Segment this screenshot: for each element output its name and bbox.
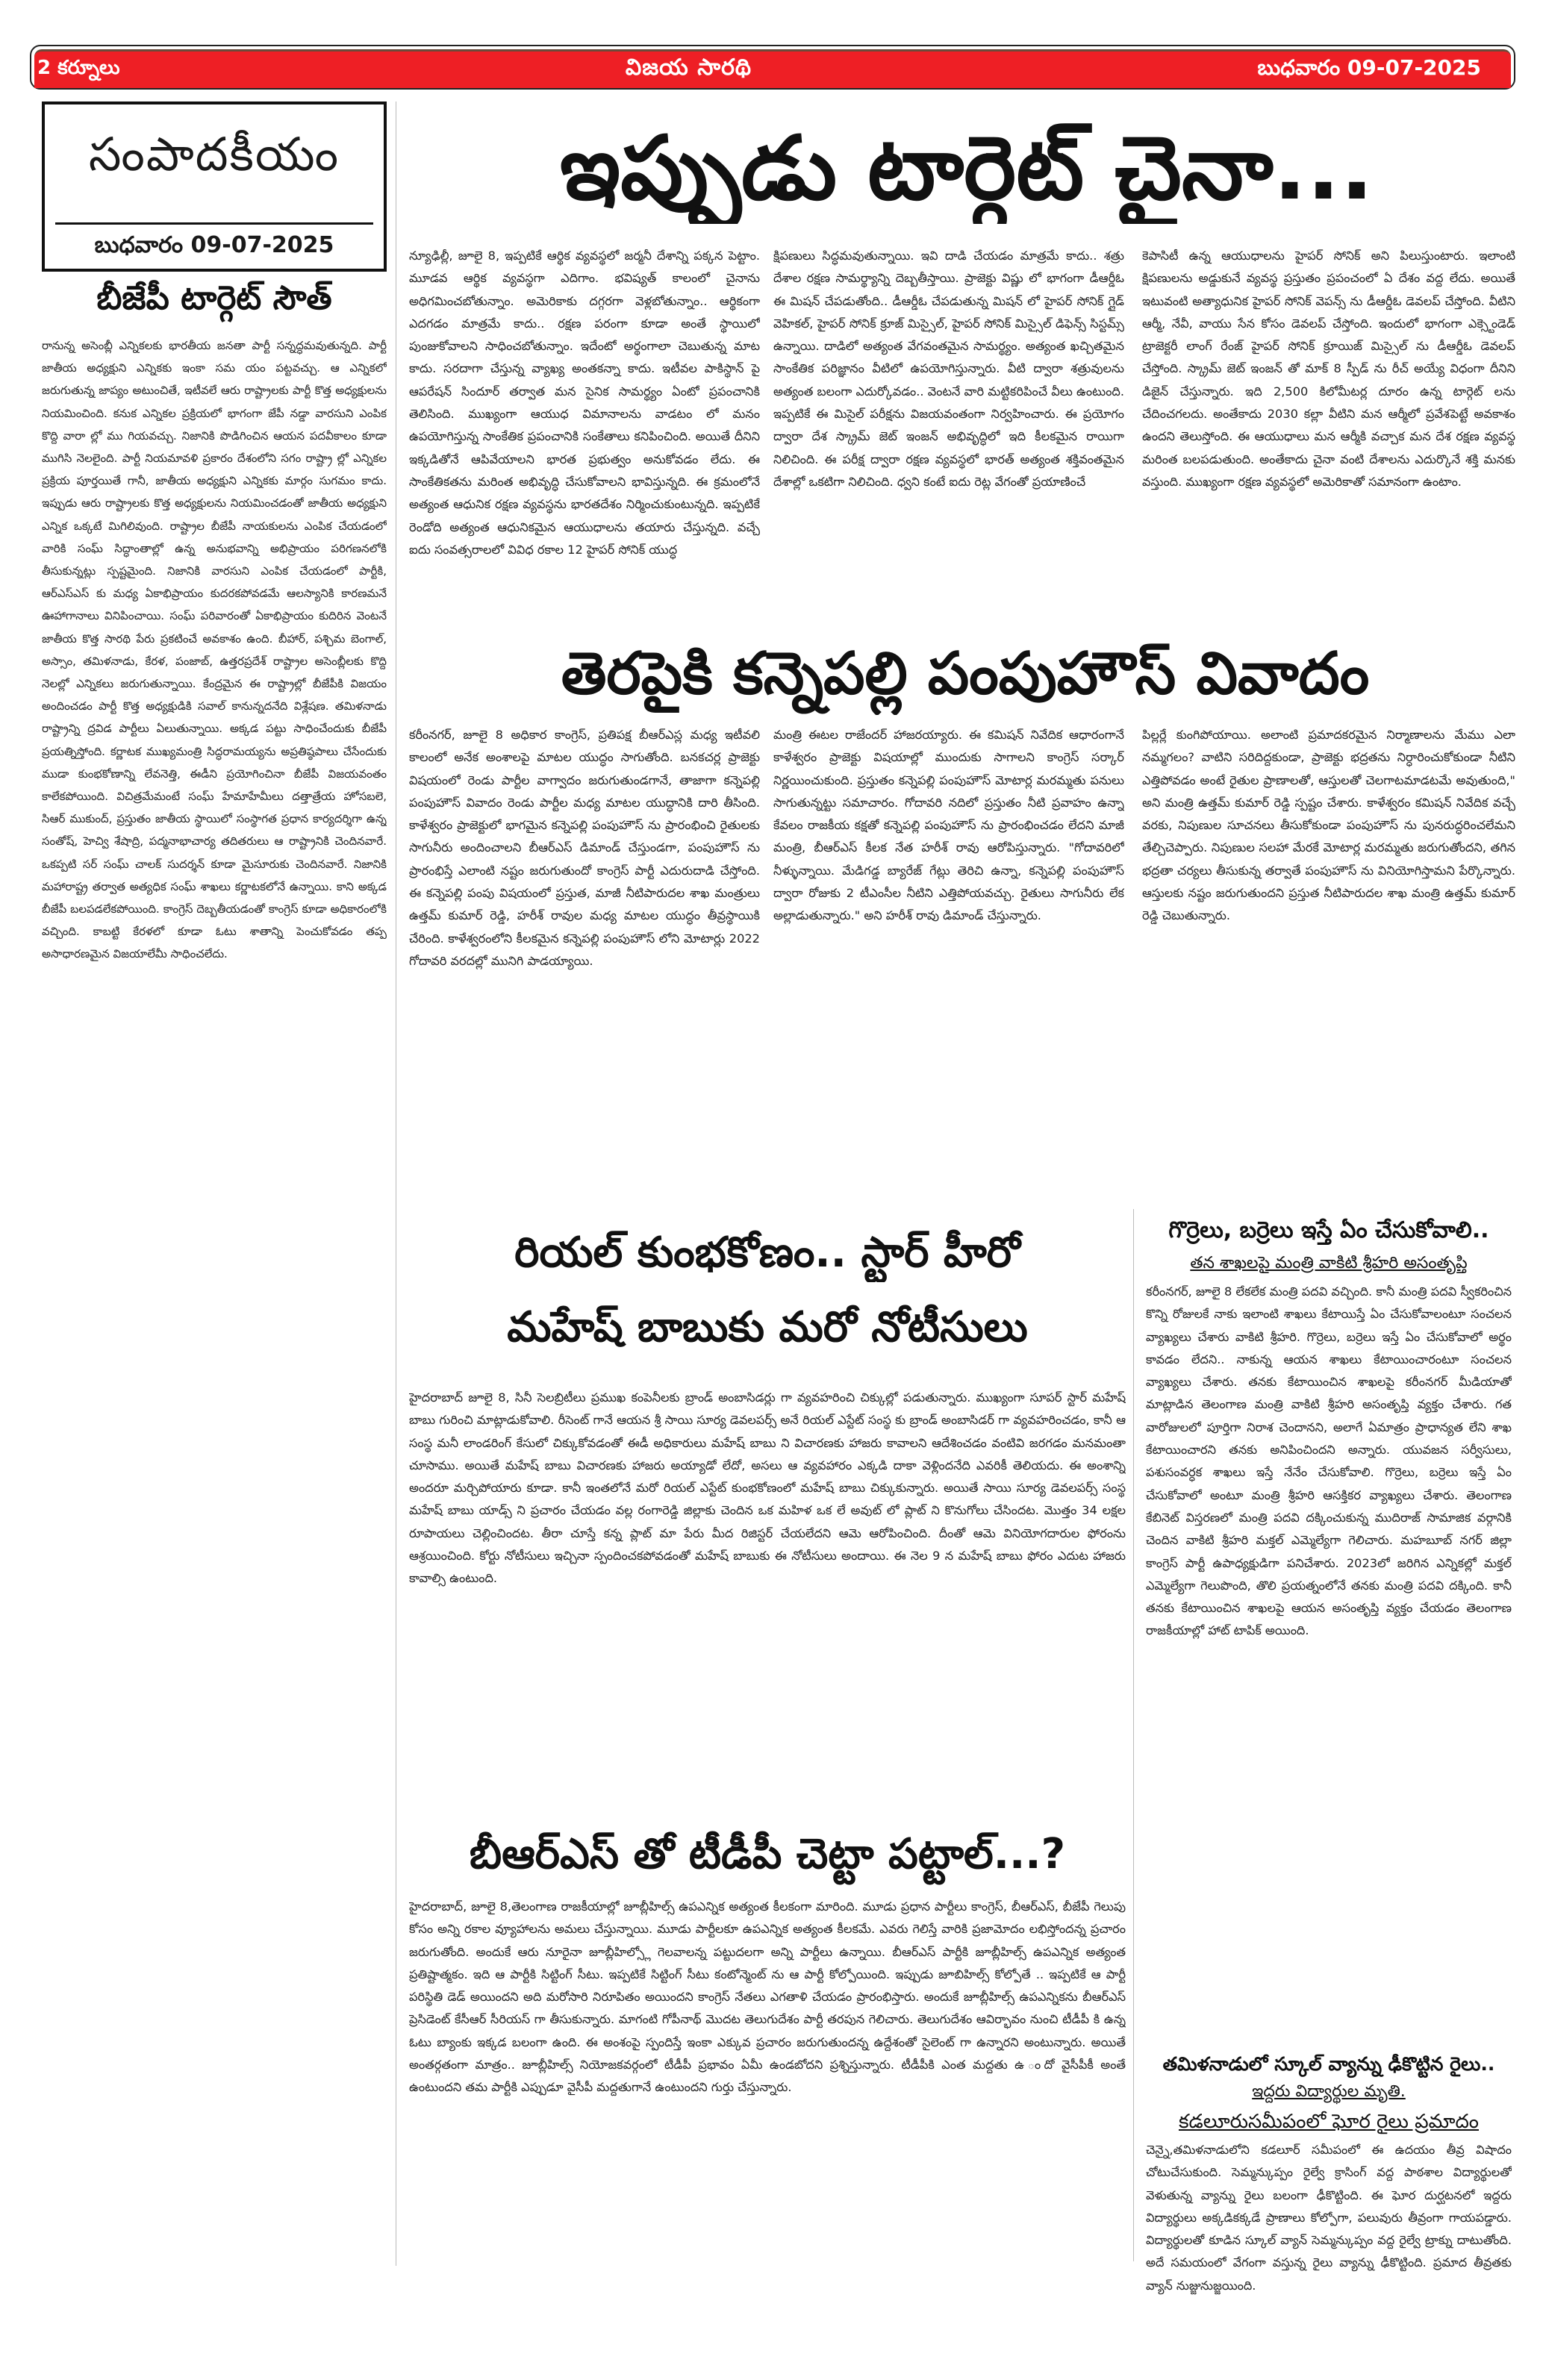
story-train-subhead-1: ఇద్దరు విద్యార్థుల మృతి. [1252,2082,1406,2101]
story-brs-tdp-headline: బీఆర్ఎస్ తో టీడీపీ చెట్టా పట్టాల్...? [469,1830,1066,1878]
editorial-divider [55,222,373,225]
masthead-date: బుధవారం 09-07-2025 [1257,54,1481,80]
story-sheep-subheadline: తన శాఖలపై మంత్రి వాకిటి శ్రీహరి అసంతృప్తి [1190,1254,1468,1272]
story-china-headline: ఇప్పుడు టార్గెట్ చైనా... [559,116,1374,219]
story-train-headline: తమిళనాడులో స్కూల్ వ్యాన్ను ఢీకొట్టిన రైలు.. [1162,2053,1495,2075]
masthead-frame [30,45,1515,90]
editorial-headline: బీజేపీ టార్గెట్ సౌత్ [96,279,332,317]
masthead-bar [34,49,1511,88]
editorial-body: రానున్న అసెంబ్లీ ఎన్నికలకు భారతీయ జనతా పార్టీ సన్నద్ధమవుతున్నది. పార్టీ జాతీయ అధ్యక్షుని ఎన్నికకు ఇంకా సమ యం పట్టవచ్చు. ఆ ఎన్నికలో జరుగుతున్న జాప్యం అటుంచితే, ఇటీవలే ఆరు రాష్ట్రాలకు పార్టీ కొత్త అధ్యక్షులను నియమించింది. కనుక ఎన్నికల ప్రక్రియలో భాగంగా జేపీ నడ్డా వారసుని ఎంపిక కొద్ది వారా ల్లో ము గియవచ్చు. నిజానికి పొడిగించిన ఆయన పదవీకాలం కూడా ముగిసి నెలలైంది. పార్టీ నియమావళి ప్రకారం దేశంలోని సగం రాష్ట్రా ల్లో ఎన్నికల ప్రక్రియ పూర్తయితే గానీ, జాతీయ అధ్యక్షుని ఎన్నికకు మార్గం సుగమం కాదు. ఇప్పుడు ఆరు రాష్ట్రాలకు కొత్త అధ్యక్షులను నియమించడంతో జాతీయ అధ్యక్షుని ఎన్నిక ఒక్కటే మిగిలివుంది. రాష్ట్రాల బీజేపీ నాయకులను ఎంపిక చేయడంలో వారికి సంఘ్ సిద్ధాంతాల్లో ఉన్న అనుభవాన్ని అభిప్రాయం పరిగణనలోకి తీసుకున్నట్లు స్పష్టమైంది. నిజానికి వారసుని ఎంపిక చేయడంలో పార్టీకి, ఆర్ఎస్ఎస్ కు మధ్య ఏకాభిప్రాయం కుదరకపోవడమే ఆలస్యానికి కారణమనే ఊహాగానాలు వినిపించాయి. సంఘ్ పరివారంతో ఏకాభిప్రాయం కుదిరిన వెంటనే జాతీయ కొత్త సారథి పేరు ప్రకటించే అవకాశం ఉంది. బీహార్, పశ్చిమ బెంగాల్, అస్సాం, తమిళనాడు, కేరళ, పంజాబ్, ఉత్తరప్రదేశ్ రాష్ట్రాల అసెంబ్లీలకు కొద్ది నెలల్లో ఎన్నికలు జరుగుతున్నాయి. కేంద్రమైన ఈ రాష్ట్రాల్లో బీజేపీకి విజయం అందించడం పార్టీ కొత్త అధ్యక్షుడికి సవాల్ కానున్నదనేది విశ్లేషణ. తమిళనాడు రాష్ట్రాన్ని ద్రవిడ పార్టీలు ఏలుతున్నాయి. అక్కడ పట్టు సాధించేందుకు బీజేపీ ప్రయత్నిస్తోంది. కర్ణాటక ముఖ్యమంత్రి సిద్ధరామయ్యను అప్రతిష్ఠపాలు చేసేందుకు ముడా కుంభకోణాన్ని లేవనెత్తి, ఈడీని ప్రయోగించినా బీజేపీ విజయవంతం కాలేకపోయింది. విచిత్రమేమంటే సంఘ్ హేమాహేమీలు దత్తాత్రేయ హోసబలె, సిఆర్ ముకుంద్, ప్రస్తుతం జాతీయ స్థాయిలో సంస్థాగత ప్రధాన కార్యదర్శిగా ఉన్న సంతోష్, హెచ్వి శేషాద్రి, పద్మనాభాచార్య తదితరులు ఆ రాష్ట్రానికి చెందినవారే. ఒకప్పటి సర్ సంఘ్ చాలక్ సుదర్శన్ కూడా మైసూరుకు చెందినవారే. నిజానికి మహారాష్ట్ర తర్వాత అత్యధిక సంఘ్ శాఖలు కర్ణాటకలోనే ఉన్నాయి. కాని అక్కడ బీజేపీ బలపడలేకపోయింది. కాంగ్రెస్ దెబ్బతీయడంతో కాంగ్రెస్ కూడా అధికారంలోకి వచ్చింది. కాబట్టి కేరళలో కూడా ఓటు శాతాన్ని పెంచుకోవడం తప్ప అసాధారణమైన విజయాలేమీ సాధించలేదు. [42,339,387,961]
page-label: 2 కర్నూలు [37,56,120,79]
column-divider [1133,1209,1134,2261]
story-brs-tdp-body: హైదరాబాద్, జూలై 8,తెలంగాణ రాజకీయాల్లో జూబ్లీహిల్స్ ఉపఎన్నిక అత్యంత కీలకంగా మారింది. మూడు ప్రధాన పార్టీలు కాంగ్రెస్, బీఆర్ఎస్, బీజేపీ గెలుపు కోసం అన్ని రకాల వ్యూహాలను అమలు చేస్తున్నాయి. మూడు పార్టీలకూ ఉపఎన్నిక అత్యంత కీలకమే. ఎవరు గెలిస్తే వారికి ప్రజామోదం లభిస్తోందన్న ప్రచారం జరుగుతోంది. అందుకే ఆరు నూరైనా జూబ్లీహిల్స్లో గెలవాలన్న పట్టుదలగా అన్ని పార్టీలు ఉన్నాయి. బీఆర్ఎస్ పార్టీకి జూబ్లీహిల్స్ ఉపఎన్నిక అత్యంత ప్రతిష్టాత్మకం. ఇది ఆ పార్టీకి సిట్టింగ్ సీటు. ఇప్పటికే సిట్టింగ్ సీటు కంటోన్మెంట్ ను ఆ పార్టీ కోల్పోయింది. ఇప్పుడు జూబిహిల్స్ కోల్పోతే .. ఇప్పటికే ఆ పార్టీ పరిస్థితి డెడ్ అయిందని అది మరోసారి నిరూపితం అయిందని కాంగ్రెస్ నేతలు ఎగతాళి చేయడం ప్రారంభిస్తారు. అందుకే జూబ్లీహిల్స్ ఉపఎన్నికను బీఆర్ఎస్ ప్రెసిడెంట్ కేసీఆర్ సీరియస్ గా తీసుకున్నారు. మాగంటి గోపీనాథ్ మొదట తెలుగుదేశం పార్టీ తరపున గెలిచారు. తెలుగుదేశం ఆవిర్భావం నుంచి టీడీపీ కి ఉన్న ఓటు బ్యాంకు ఇక్కడ బలంగా ఉంది. ఈ అంశంపై స్పందిస్తే ఇంకా ఎక్కువ ప్రచారం జరుగుతుందన్న ఉద్దేశంతో సైలెంట్ గా ఉన్నారని అంటున్నారు. అయితే అంతర్గతంగా మాత్రం.. జూబ్లీహిల్స్ నియోజకవర్గంలో టీడీపీ ప్రభావం ఏమీ ఉండబోదని ప్రశ్నిస్తున్నారు. టీడీపీకి ఎంత మద్దతు ఉ ందో వైసీపీకీ అంతే ఉంటుందని తమ పార్టీకి ఎప్పుడూ వైసీపీ మద్దతుగానే ఉంటుందని గుర్తు చేస్తున్నారు. [409,1899,1126,2095]
story-train-body: చెన్నై,తమిళనాడులోని కడలూర్ సమీపంలో ఈ ఉదయం తీవ్ర విషాదం చోటుచేసుకుంది. సెమ్మన్కుప్పం రైల్వే క్రాసింగ్ వద్ద పాఠశాల విద్యార్థులతో వెళుతున్న వ్యాన్ను రైలు బలంగా ఢీకొట్టింది. ఈ ఘోర దుర్ఘటనలో ఇద్దరు విద్యార్థులు అక్కడికక్కడే ప్రాణాలు కోల్పోగా, పలువురు తీవ్రంగా గాయపడ్డారు. విద్యార్థులతో కూడిన స్కూల్ వ్యాన్ సెమ్మన్కుప్పం వద్ద రైల్వే ట్రాక్ను దాటుతోంది. అదే సమయంలో వేగంగా వస్తున్న రైలు వ్యాన్ను ఢీకొట్టింది. ప్రమాద తీవ్రతకు వ్యాన్ నుజ్జునుజ్జయింది. [1146,2143,1512,2293]
story-mahesh-body: హైదరాబాద్ జూలై 8, సినీ సెలబ్రిటీలు ప్రముఖ కంపెనీలకు బ్రాండ్ అంబాసిడర్లు గా వ్యవహరించి చిక్కుల్లో పడుతున్నారు. ముఖ్యంగా సూపర్ స్టార్ మహేష్ బాబు గురించి మాట్లాడుకోవాలి. రీసెంట్ గానే ఆయన శ్రీ సాయి సూర్య డెవలపర్స్ అనే రియల్ ఎస్టేట్ సంస్థ కు బ్రాండ్ అంబాసిడర్ గా వ్యవహరించడం, కానీ ఆ సంస్థ మనీ లాండరింగ్ కేసులో చిక్కుకోవడంతో ఈడీ అధికారులు మహేష్ బాబు ని విచారణకు హాజరు కావాలని ఆదేశించడం వంటివి జరగడం మనమంతా చూసాము. అయితే మహేష్ బాబు విచారణకు హాజరు అయ్యాడో లేదో, అసలు ఆ వ్యవహారం ఎక్కడి దాకా వెళ్లిందనేది ఎవరికీ తెలియదు. ఈ అంశాన్ని అందరూ మర్చిపోయారు కూడా. కానీ ఇంతలోనే మరో రియల్ ఎస్టేట్ కుంభకోణంలో మహేష్ బాబు చిక్కుకున్నారు. అయితే సాయి సూర్య డెవలపర్స్ సంస్థ మహేష్ బాబు యాడ్స్ ని ప్రచారం చేయడం వల్ల రంగారెడ్డి జిల్లాకు చెందిన ఒక మహిళ ఒక లే అవుట్ లో ప్లాట్ ని కొనుగోలు చేసిందట. మొత్తం 34 లక్షల రూపాయలు చెల్లించిందట. తీరా చూస్తే కన్న ప్లాట్ మా పేరు మీద రిజిస్టర్ చేయలేదని ఆమె ఆరోపించింది. దీంతో ఆమె వినియోగదారుల ఫోరంను ఆశ్రయించింది. కోర్టు నోటీసులు ఇచ్చినా స్పందించకపోవడంతో మహేష్ బాబుకు ఈ నోటీసులు అందాయి. ఈ నెల 9 న మహేష్ బాబు ఫోరం ఎదుట హాజరు కావాల్సి ఉంటుంది. [409,1390,1126,1586]
story-china-col-3: కెపాసిటీ ఉన్న ఆయుధాలను హైపర్ సోనిక్ అని పిలుస్తుంటారు. ఇలాంటి క్షిపణులను అడ్డుకునే వ్యవస్థ ప్రస్తుతం ప్రపంచంలో ఏ దేశం వద్ద లేదు. అయితే ఇటువంటి అత్యాధునిక హైపర్ సోనిక్ వెపన్స్ ను డీఆర్డీఓ డెవలప్ చేస్తోంది. వీటిని ఆర్మీ, నేవీ, వాయు సేన కోసం డెవలప్ చేస్తోంది. ఇందులో భాగంగా ఎక్స్టెండెడ్ ట్రాజెక్టరీ లాంగ్ రేంజ్ హైపర్ సోనిక్ క్రూయిజ్ మిస్సైల్ ను డీఆర్డీఓ డెవలప్ చేస్తోంది. స్క్రామ్ జెట్ ఇంజన్ తో మాక్ 8 స్పీడ్ ను రీచ్ అయ్యే విధంగా దీనిని డిజైన్ చేస్తున్నారు. ఇది 2,500 కిలోమీటర్ల దూరం ఉన్న టార్గెట్ లను చేదించగలదు. అంతేకాదు 2030 కల్లా వీటిని మన ఆర్మీలో ప్రవేశపెట్టే అవకాశం ఉందని తెలుస్తోంది. ఈ ఆయుధాలు మన ఆర్మీకి వచ్చాక మన దేశ రక్షణ వ్యవస్థ మరింత బలపడుతుంది. అంతేకాదు చైనా వంటి దేశాలను ఎదుర్కొనే శక్తి మనకు వస్తుంది. ముఖ్యంగా రక్షణ వ్యవస్థలో అమెరికాతో సమానంగా ఉంటాం. [1142,249,1515,489]
story-china-col-1: న్యూఢిల్లీ, జూలై 8, ఇప్పటికే ఆర్థిక వ్యవస్థలో జర్మనీ దేశాన్ని పక్కన పెట్టాం. మూడవ ఆర్థిక వ్యవస్థగా ఎదిగాం. భవిష్యత్ కాలంలో చైనాను అధిగమించబోతున్నాం. అమెరికాకు దగ్గరగా వెళ్లబోతున్నాం.. ఆర్థికంగా ఎదగడం మాత్రమే కాదు.. రక్షణ పరంగా కూడా అంతే స్థాయిలో పుంజుకోవాలని సాధించబోతున్నాం. ఇదేంటో అర్థంగాలా చెబుతున్న మాట కాదు. సరదాగా చేస్తున్న వ్యాఖ్య అంతకన్నా కాదు. ఇటీవల పాకిస్థాన్ పై ఆపరేషన్ సిందూర్ తర్వాత మన సైనిక సామర్థ్యం ఏంటో ప్రపంచానికి తెలిసింది. ముఖ్యంగా ఆయుధ విమానాలను వాడటం లో మనం ఉపయోగిస్తున్న సాంకేతిక ప్రపంచానికి సంకేతాలు కనిపించింది. అయితే దీనిని ఇక్కడితోనే ఆపివేయాలని భారత ప్రభుత్వం అనుకోవడం లేదు. ఈ సాంకేతికతను మరింత అభివృద్ధి చేసుకోవాలని భావిస్తున్నది. ఈ క్రమంలోనే అత్యంత ఆధునిక రక్షణ వ్యవస్థను భారతదేశం నిర్మించుకుంటున్నది. ఇప్పటికే రెండోది అత్యంత ఆధునికమైన ఆయుధాలను తయారు చేస్తున్నది. వచ్చే ఐదు సంవత్సరాలలో వివిధ రకాల 12 హైపర్ సోనిక్ యుద్ధ [409,249,760,557]
editorial-title: సంపాదకీయం [88,127,340,181]
editorial-date: బుధవారం 09-07-2025 [94,232,334,258]
story-sheep-body: కరీంనగర్, జూలై 8 లేకలేక మంత్రి పదవి వచ్చింది. కానీ మంత్రి పదవి స్వీకరించిన కొన్ని రోజులకే నాకు ఇలాంటి శాఖలు కేటాయిస్తే ఏం చేసుకోవాలంటూ సంచలన వ్యాఖ్యలు చేశారు వాకిటి శ్రీహరి. గొర్రెలు, బర్రెలు ఇస్తే ఏం చేసుకోవాలో అర్థం కావడం లేదని.. నాకున్న ఆయన శాఖలు కేటాయించారంటూ సంచలన వ్యాఖ్యలు చేశారు. తనకు కేటాయించిన శాఖలపై కరీంనగర్ మీడియాతో మాట్లాడిన తెలంగాణ మంత్రి వాకిటి శ్రీహరి అసంతృప్తి వ్యక్తం చేశారు. గత వారోజులలో పూర్తిగా నిరాశ చెందానని, అలాగే ఏమాత్రం ప్రాధాన్యత లేని శాఖ కేటాయించారని తనకు అనిపించిందని అన్నారు. యువజన సర్వీసులు, పశుసంవర్ధక శాఖలు ఇస్తే నేనేం చేసుకోవాలి. గొర్రెలు, బర్రెలు ఇస్తే ఏం చేసుకోవాలో అంటూ మంత్రి శ్రీహరి ఆసక్తికర వ్యాఖ్యలు చేశారు. తెలంగాణ కేబినెట్ విస్తరణలో మంత్రి పదవి దక్కించుకున్న ముదిరాజ్ సామాజిక వర్గానికి చెందిన వాకిటి శ్రీహరి మక్తల్ ఎమ్మెల్యేగా గెలిచారు. మహబూబ్ నగర్ జిల్లా కాంగ్రెస్ పార్టీ ఉపాధ్యక్షుడిగా పనిచేశారు. 2023లో జరిగిన ఎన్నికల్లో మక్తల్ ఎమ్మెల్యేగా గెలుపొంది, తొలి ప్రయత్నంలోనే తనకు మంత్రి పదవి దక్కింది. కానీ తనకు కేటాయించిన శాఖలపై ఆయన అసంతృప్తి వ్యక్తం చేయడం తెలంగాణ రాజకీయాల్లో హాట్ టాపిక్ అయింది. [1146,1284,1512,1638]
story-kannepalli-col-3: పిల్లర్లే కుంగిపోయాయి. అలాంటి ప్రమాదకరమైన నిర్మాణాలను మేము ఎలా నమ్మగలం? వాటిని సరిదిద్దకుండా, ప్రాజెక్టు భద్రతను నిర్ధారించుకోకుండా నీటిని ఎత్తిపోవడం అంటే రైతుల ప్రాణాలతో, ఆస్తులతో చెలగాటమాడటమే అవుతుంది," అని మంత్రి ఉత్తమ్ కుమార్ రెడ్డి స్పష్టం చేశారు. కాళేశ్వరం కమిషన్ నివేదిక వచ్చే వరకు, నిపుణుల సూచనలు తీసుకోకుండా పంపుహౌస్ ను పునరుద్ధరించలేమని తేల్చిచెప్పారు. నిపుణుల సలహా మేరకే మోటార్ల మరమ్మతు జరుగుతోందని, తగిన భద్రతా చర్యలు తీసుకున్న తర్వాతే పంపుహౌస్ ను వినియోగిస్తామని పేర్కొన్నారు. ఆస్తులకు నష్టం జరుగుతుందని ప్రస్తుత నీటిపారుదల శాఖ మంత్రి ఉత్తమ్ కుమార్ రెడ్డి చెబుతున్నారు. [1142,728,1515,923]
story-kannepalli-col-1: కరీంనగర్, జూలై 8 అధికార కాంగ్రెస్, ప్రతిపక్ష బీఆర్ఎస్ల మధ్య ఇటీవలి కాలంలో అనేక అంశాలపై మాటల యుద్ధం సాగుతోంది. బనకచర్ల ప్రాజెక్టు విషయంలో రెండు పార్టీల వాగ్వాదం జరుగుతుండగానే, తాజాగా కన్నెపల్లి పంపుహౌస్ వివాదం రెండు పార్టీల మధ్య మాటల యుద్ధానికి దారి తీసింది. కాళేశ్వరం ప్రాజెక్టులో భాగమైన కన్నెపల్లి పంపుహౌస్ ను ప్రారంభించి రైతులకు సాగునీరు అందించాలని బీఆర్ఎస్ డిమాండ్ చేస్తుండగా, పంపుహౌస్ ను ప్రారంభిస్తే ఎలాంటి నష్టం జరుగుతుందో కాంగ్రెస్ పార్టీ ఎదురుదాడి చేస్తోంది. ఈ కన్నెపల్లి పంపు విషయంలో ప్రస్తుత, మాజీ నీటిపారుదల శాఖ మంత్రులు ఉత్తమ్ కుమార్ రెడ్డి, హరీశ్ రావుల మధ్య మాటల యుద్ధం తీవ్రస్థాయికి చేరింది. కాళేశ్వరంలోని కీలకమైన కన్నెపల్లి పంపుహౌస్ లోని మోటార్లు 2022 గోదావరి వరదల్లో మునిగి పాడయ్యాయి. [409,728,760,968]
paper-name: విజయ సారథి [625,54,752,81]
story-mahesh-headline-line1: రియల్ కుంభకోణం.. స్టార్ హీరో [514,1228,1020,1277]
editorial-box [42,101,387,272]
story-kannepalli-headline: తెరపైకి కన్నెపల్లి పంపుహౌస్ వివాదం [561,640,1370,708]
story-train-subhead-2: కడలూరుసమీపంలో ఘోర రైలు ప్రమాదం [1178,2111,1479,2133]
story-mahesh-headline-line2: మహేష్ బాబుకు మరో నోటీసులు [507,1303,1028,1352]
story-sheep-headline: గొర్రెలు, బర్రెలు ఇస్తే ఏం చేసుకోవాలి.. [1168,1217,1489,1243]
story-china-col-2: క్షిపణులు సిద్ధమవుతున్నాయి. ఇవి దాడి చేయడం మాత్రమే కాదు.. శత్రు దేశాల రక్షణ సామర్థ్యాన్ని దెబ్బతీస్తాయి. ప్రాజెక్టు విష్ణు లో భాగంగా డీఆర్డీఓ ఈ మిషన్ చేపడుతోంది.. డీఆర్డీఓ చేపడుతున్న మిషన్ లో హైపర్ సోనిక్ గ్లైడ్ వెహికల్, హైపర్ సోనిక్ క్రూజ్ మిస్సైల్, హైపర్ సోనిక్ మిస్సైల్ డిఫెన్స్ సిస్టమ్స్ ఉన్నాయి. దాడిలో అత్యంత వేగవంతమైన సామర్థ్యం. అత్యంత ఖచ్చితమైన సాంకేతిక పరిజ్ఞానం వీటిలో ఉపయోగిస్తున్నారు. వీటి ద్వారా శత్రువులను అత్యంత బలంగా ఎదుర్కోవడం.. వెంటనే వారి మట్టికరిపించే వీలు ఉంటుంది. ఇప్పటికే ఈ మిసైల్ పరీక్షను విజయవంతంగా నిర్వహించారు. ఈ ప్రయోగం ద్వారా దేశ స్క్రామ్ జెట్ ఇంజన్ అభివృద్ధిలో ఇది కీలకమైన రాయిగా నిలిచింది. ఈ పరీక్ష ద్వారా రక్షణ వ్యవస్థలో భారత్ అత్యంత శక్తివంతమైన దేశాల్లో ఒకటిగా నిలిచింది. ధ్వని కంటే ఐదు రెట్ల వేగంతో ప్రయాణించే [773,249,1124,489]
story-kannepalli-col-2: మంత్రి ఈటల రాజేందర్ హాజరయ్యారు. ఈ కమిషన్ నివేదిక ఆధారంగానే కాళేశ్వరం ప్రాజెక్టు విషయాల్లో ముందుకు సాగాలని కాంగ్రెస్ సర్కార్ నిర్ణయించుకుంది. ప్రస్తుతం కన్నెపల్లి పంపుహౌస్ మోటార్ల మరమ్మతు పనులు సాగుతున్నట్టు సమాచారం. గోదావరి నదిలో ప్రస్తుతం నీటి ప్రవాహం ఉన్నా కేవలం రాజకీయ కక్షతో కన్నెపల్లి పంపుహౌస్ ను ప్రారంభించడం లేదని మాజీ మంత్రి, బీఆర్ఎస్ కీలక నేత హరీశ్ రావు ఆరోపిస్తున్నారు. "గోదావరిలో నీళ్ళున్నాయి. మేడిగడ్డ బ్యారేజ్ గేట్లు తెరిచి ఉన్నా, కన్నెపల్లి పంపుహౌస్ ద్వారా రోజుకు 2 టీఎంసీల నీటిని ఎత్తిపోయవచ్చు. రైతులు సాగునీరు లేక అల్లాడుతున్నారు." అని హరీశ్ రావు డిమాండ్ చేస్తున్నారు. [773,728,1124,923]
